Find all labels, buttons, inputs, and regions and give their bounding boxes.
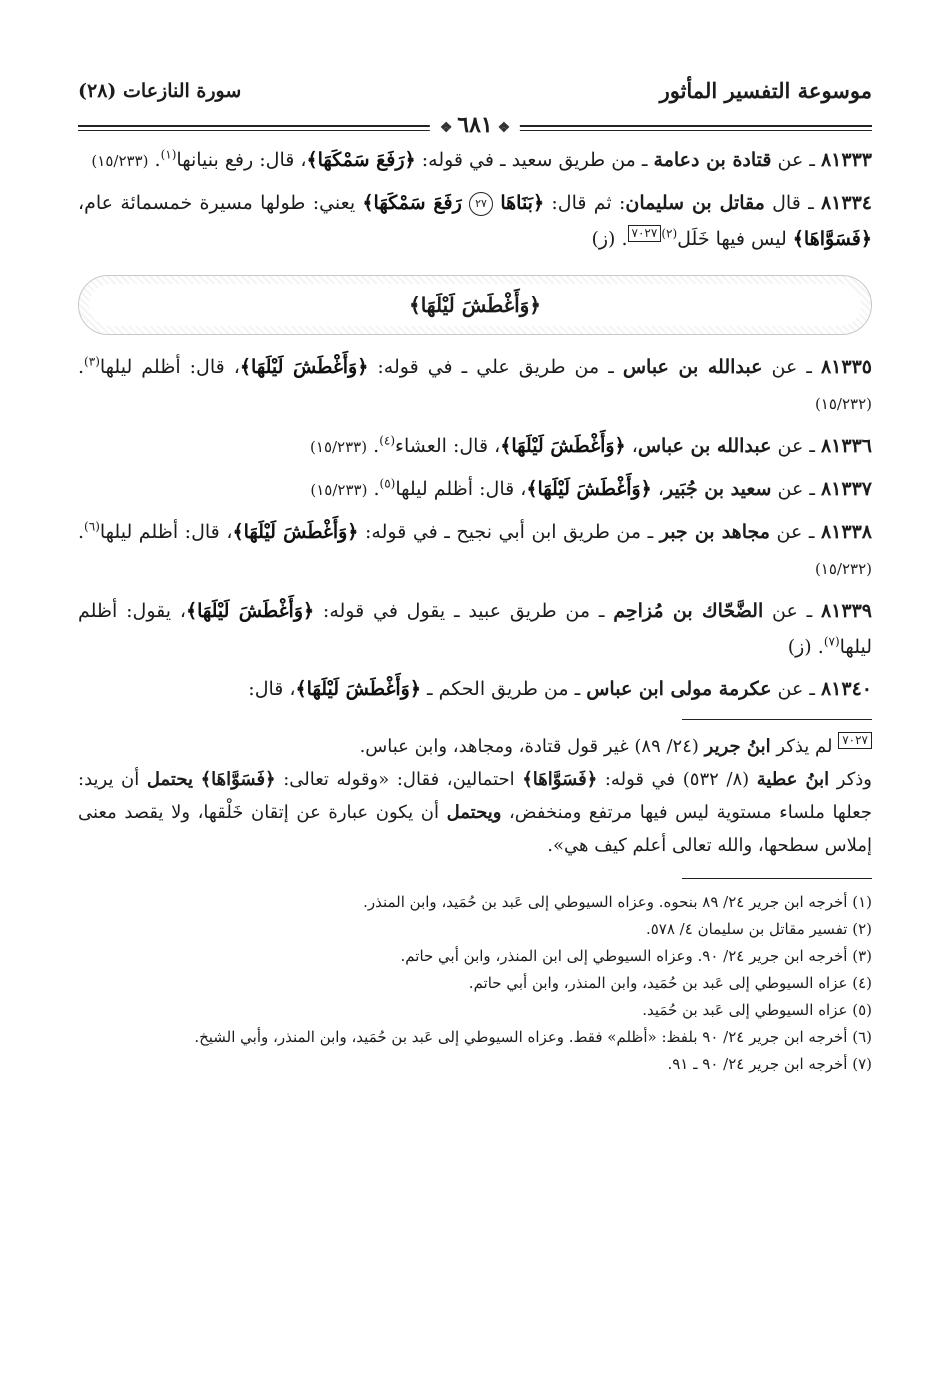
entry-text: . (78, 521, 85, 543)
entry-text: ، قال: أظلم ليلها (395, 478, 527, 500)
entry-text: يعني: طولها مسيرة خمسمائة عام، (78, 192, 363, 214)
footnote-ref[interactable]: (٦) (84, 519, 100, 534)
entry-number: ٨١٣٣٤ (820, 192, 872, 214)
note-text: احتمالين، فقال: «وقوله تعالى: (275, 769, 523, 790)
quran-verse: ﴿فَسَوَّاهَا﴾ (200, 769, 276, 790)
entry-text: : ثم قال: (544, 192, 626, 214)
volume-ref: (١٥/٢٣٣) (310, 481, 368, 499)
quran-verse: ﴿وَأَغْطَشَ لَيْلَهَا﴾ (526, 478, 652, 500)
entry-text: ، قال: أظلم ليلها (99, 356, 240, 378)
narrator-name: عبدالله بن عباس (637, 435, 772, 457)
book-page (78, 78, 872, 1358)
hadith-entry (78, 471, 872, 508)
section-heading: ﴿وَأَغْطَشَ لَيْلَهَا﴾ (89, 284, 861, 326)
quran-verse: رَفَعَ سَمْكَهَا﴾ (362, 192, 462, 214)
note-text: أن يكون عبارة عن إتقان خَلْقها، ولا يقصد معنى إملاس سطحها، والله تعالى أعلم كيف هي». (78, 802, 872, 856)
page-number (430, 112, 520, 138)
quran-verse: ﴿بَنَاهَا (500, 192, 545, 214)
commentary-ref-box[interactable]: ٧٠٢٧ (628, 225, 662, 242)
footnote: (٤) عزاه السيوطي إلى عَبد بن حُمَيد، وابن المنذر، وابن أبي حاتم. (468, 974, 872, 992)
surah-title: سورة النازعات (٢٨) (78, 80, 242, 102)
entry-number: ٨١٣٣٨ (820, 521, 872, 543)
entry-text: ، يقول: أظلم ليلها (78, 600, 872, 658)
entry-number: ٨١٣٣٧ (820, 478, 872, 500)
scholar-name: ابنُ جرير (704, 736, 771, 757)
entry-text: . (373, 478, 380, 500)
hadith-entry (78, 671, 872, 707)
volume-ref: (١٥/٢٣٣) (310, 438, 368, 456)
volume-ref: (١٥/٢٣٢) (814, 395, 872, 413)
narrator-name: مجاهد بن جبر (659, 521, 770, 543)
entry-text: ـ عن (762, 356, 821, 378)
entry-text: ، (651, 478, 664, 500)
entry-number: ٨١٣٣٥ (820, 356, 872, 378)
hadith-entry (78, 593, 872, 665)
quran-verse: ﴿وَأَغْطَشَ لَيْلَهَا﴾ (500, 435, 626, 457)
quran-verse: ﴿فَسَوَّاهَا﴾ (792, 228, 872, 250)
entry-text: . (ز) (591, 228, 628, 250)
hadith-entry (78, 142, 872, 179)
entry-text: ليس فيها خَلَل (677, 228, 793, 250)
section-banner (78, 275, 872, 335)
entry-text: ـ من طريق عبيد ـ يقول في قوله: (314, 600, 614, 622)
book-title: موسوعة التفسير المأثور (659, 78, 872, 103)
ornament-icon: ❖ (492, 120, 511, 136)
entry-text: ، قال: رفع بنيانها (176, 149, 307, 171)
entry-number: ٨١٣٣٣ (820, 149, 872, 171)
entry-text: ـ من طريق ابن أبي نجيح ـ في قوله: (358, 521, 660, 543)
commentary-separator (682, 719, 872, 720)
entry-text: ـ قال (764, 192, 821, 214)
hadith-entry (78, 349, 872, 422)
footnote: (٦) أخرجه ابن جرير ٢٤/ ٩٠ بلفظ: «أظلم» فقط. وعزاه السيوطي إلى عَبد بن حُمَيد، وابن المنذر، وأبي الشيخ. (194, 1028, 872, 1046)
footnote: (٢) تفسير مقاتل بن سليمان ٤/ ٥٧٨. (645, 920, 872, 938)
note-text: (٨/ ٥٣٢) في قوله: (597, 769, 757, 790)
footnote: (٣) أخرجه ابن جرير ٢٤/ ٩٠. وعزاه السيوطي إلى ابن المنذر، وابن أبي حاتم. (400, 947, 872, 965)
quran-verse: ﴿فَسَوَّاهَا﴾ (522, 769, 598, 790)
page-number-value: ٦٨١ (457, 112, 493, 138)
entry-text: ، قال: أظلم ليلها (99, 521, 233, 543)
entry-text: ، قال: العشاء (395, 435, 501, 457)
hadith-entry (78, 185, 872, 257)
footnote: (٥) عزاه السيوطي إلى عَبد بن حُمَيد. (642, 1001, 872, 1019)
footnote-separator (682, 878, 872, 879)
entry-text: . (373, 435, 380, 457)
narrator-name: سعيد بن جُبَير (664, 478, 772, 500)
keyword: ويحتمل (446, 802, 502, 823)
quran-verse: ﴿وَأَغْطَشَ لَيْلَهَا﴾ (185, 600, 315, 622)
footnote-ref[interactable]: (٢) (661, 226, 678, 241)
volume-ref: (١٥/٢٣٢) (814, 560, 872, 578)
commentary-note (78, 730, 872, 862)
entry-text: ـ من طريق سعيد ـ في قوله: (415, 149, 654, 171)
keyword: يحتمل (146, 769, 193, 790)
footnote-ref[interactable]: (٤) (379, 433, 396, 448)
narrator-name: قتادة بن دعامة (653, 149, 772, 171)
header-rule (78, 112, 872, 138)
narrator-name: مقاتل بن سليمان (625, 192, 765, 214)
footnotes (78, 889, 872, 1078)
entry-text: . (154, 149, 161, 171)
entry-text: ، (625, 435, 638, 457)
footnote: (١) أخرجه ابن جرير ٢٤/ ٨٩ بنحوه. وعزاه السيوطي إلى عَبد بن حُمَيد، وابن المنذر. (363, 893, 872, 911)
footnote-ref[interactable]: (٥) (379, 476, 396, 491)
quran-verse: ﴿رَفَعَ سَمْكَهَا﴾ (306, 149, 416, 171)
entry-text: ـ من طريق علي ـ في قوله: (368, 356, 623, 378)
footnote-ref[interactable]: (١) (160, 147, 177, 162)
entry-text: ـ عن (771, 478, 821, 500)
narrator-name: عكرمة مولى ابن عباس (586, 678, 772, 700)
entry-number: ٨١٣٣٩ (820, 600, 872, 622)
page-header (78, 78, 872, 112)
entry-number: ٨١٣٣٦ (820, 435, 872, 457)
narrator-name: الضَّحّاك بن مُزاحِم (613, 600, 764, 622)
entry-text: ـ من طريق الحكم ـ (421, 678, 587, 700)
hadith-entry (78, 428, 872, 465)
entry-text: ـ عن (771, 678, 821, 700)
ayah-number-icon: ٢٧ (469, 192, 493, 216)
ornament-icon: ❖ (439, 120, 458, 136)
note-text: أن يريد: جعلها ملساء مستوية ليس فيها مرتفع ومنخفض، (78, 769, 872, 823)
hadith-entry (78, 514, 872, 587)
quran-verse: ﴿وَأَغْطَشَ لَيْلَهَا﴾ (239, 356, 369, 378)
volume-ref: (١٥/٢٣٣) (91, 152, 149, 170)
footnote-ref[interactable]: (٣) (84, 354, 100, 369)
note-text: (٢٤/ ٨٩) غير قول قتادة، ومجاهد، وابن عباس. (359, 736, 705, 757)
quran-verse: ﴿وَأَغْطَشَ لَيْلَهَا﴾ (232, 521, 359, 543)
entry-number: ٨١٣٤٠ (820, 678, 872, 700)
entry-text: ، قال: (248, 678, 296, 700)
scholar-name: ابنُ عطية (756, 769, 830, 790)
note-text: وذكر (829, 769, 872, 790)
commentary-ref-box: ٧٠٢٧ (838, 732, 872, 749)
note-text: لم يذكر (770, 736, 839, 757)
narrator-name: عبدالله بن عباس (622, 356, 763, 378)
entry-text: ـ عن (771, 435, 821, 457)
quran-verse: ﴿وَأَغْطَشَ لَيْلَهَا﴾ (295, 678, 421, 700)
footnote: (٧) أخرجه ابن جرير ٢٤/ ٩٠ ـ ٩١. (667, 1055, 872, 1073)
entry-text: ـ عن (769, 521, 821, 543)
entry-text: . (78, 356, 85, 378)
entry-text: . (ز) (787, 636, 824, 658)
entry-text: ـ عن (771, 149, 821, 171)
footnote-ref[interactable]: (٧) (823, 634, 840, 649)
entry-text: ـ عن (763, 600, 821, 622)
